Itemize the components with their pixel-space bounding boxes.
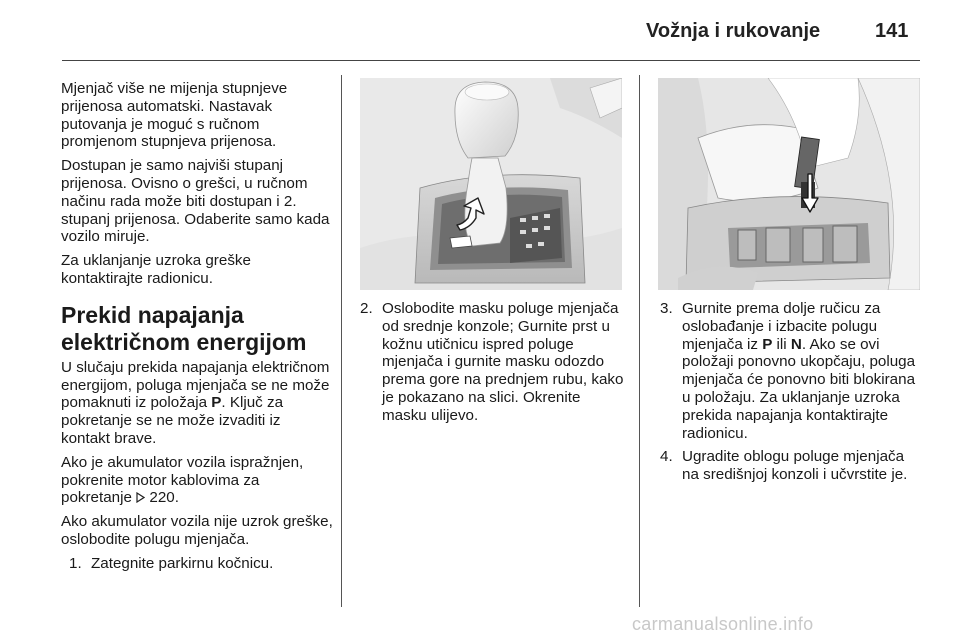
gear-position-p: P (211, 394, 222, 412)
step-number: 1. (69, 554, 82, 572)
step-number: 3. (660, 300, 673, 317)
step-text: Zategnite parkirnu kočnicu. (91, 554, 274, 572)
section-heading-power-failure: Prekid napajanja električnom energijom (61, 301, 307, 355)
page-number: 141 (875, 20, 909, 42)
step-number: 4. (660, 448, 673, 466)
paragraph-contact-workshop: Za uklanjanje uzroka greške kontaktirajte radionicu. (61, 252, 251, 287)
gear-position-p: P (762, 335, 773, 353)
column-three (660, 300, 922, 490)
gear-lever-cover-removal-illustration (360, 78, 622, 290)
step-text: Oslobodite masku poluge mjenjača od srednje konzole; Gurnite prst u kožnu utičnicu ispred poluge mjenjača i gurnite masku odozdo prema gore na prednjem rubu, kako je pokazano na slici. Okrenite masku ulijevo. (382, 300, 624, 424)
page-reference-icon (136, 489, 145, 506)
step-item (660, 300, 922, 442)
column-one (61, 80, 333, 579)
step-number: 2. (360, 300, 373, 317)
step-item (69, 555, 333, 573)
paragraph-highest-gear: Dostupan je samo najviši stupanj prijenosa. Ovisno o grešci, u ručnom načinu rada može biti dostupan i 2. stupanj prijenosa. Odaberite samo kada vozilo miruje. (61, 157, 330, 246)
watermark: carmanualsonline.info (632, 614, 814, 634)
paragraph-power-failure: U slučaju prekida napajanja električnom energijom, poluga mjenjača se ne može pomaknuti iz položaja P. Ključ za pokretanje se ne može izvaditi iz kontakt brave. (61, 358, 330, 447)
paragraph-manual-shift: Mjenjač više ne mijenja stupnjeve prijenosa automatski. Nastavak putovanja je moguć s ručnom promjenom stupnjeva prijenosa. (61, 80, 288, 151)
column-divider-left (341, 75, 342, 607)
column-two (360, 300, 628, 431)
gear-position-n: N (790, 335, 802, 353)
step-item (660, 448, 922, 484)
header-divider (62, 60, 920, 61)
shift-lock-release-illustration (658, 78, 920, 290)
page-title: Vožnja i rukovanje (646, 20, 821, 42)
page-reference-link[interactable]: 220. (145, 489, 179, 507)
column-divider-right (639, 75, 640, 607)
step-item (360, 300, 628, 425)
step-text: Gurnite prema dolje ručicu za oslobađanje i izbacite polugu mjenjača iz P ili N. Ako se ovi položaji ponovno ukopčaju, poluga mjenjača će ponovno biti blokirana u položaju. Za uklanjanje uzroka prekida napajanja kontaktirajte radionicu. (682, 300, 916, 442)
step-text: Ugradite oblogu poluge mjenjača na središnjoj konzoli i učvrstite je. (682, 448, 908, 484)
paragraph-battery-discharged: Ako je akumulator vozila ispražnjen, pokrenite motor kablovima za pokretanje 220. (61, 453, 304, 507)
paragraph-release-lever: Ako akumulator vozila nije uzrok greške, oslobodite polugu mjenjača. (61, 513, 333, 548)
page-header (0, 0, 960, 62)
